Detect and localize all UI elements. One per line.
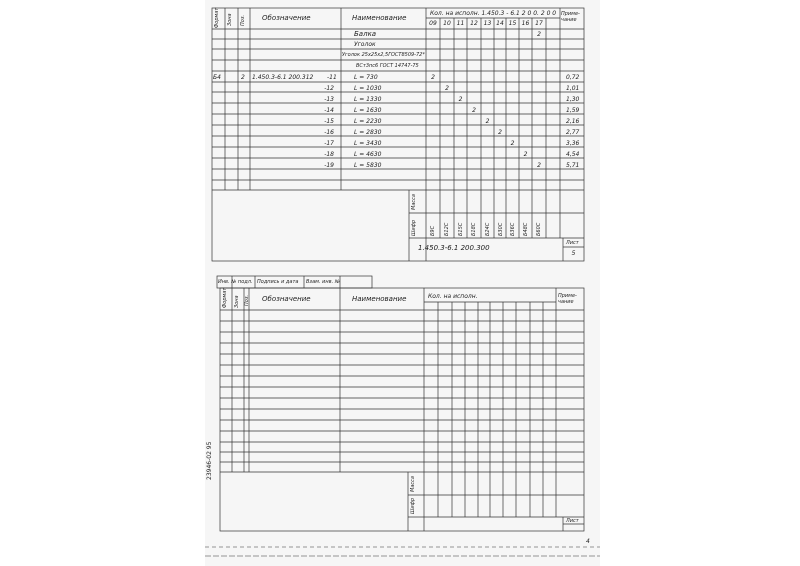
footer-code: Б15С <box>458 222 464 236</box>
col-designation-header: Обозначение <box>262 14 311 22</box>
b-col-designation-header: Обозначение <box>262 295 311 303</box>
footer-code: Б12С <box>444 222 450 236</box>
row-note: 2,16 <box>566 118 580 125</box>
code-label: Шифр <box>411 219 417 236</box>
row-suffix: -17 <box>324 140 334 147</box>
row-qty: 2 <box>431 74 435 81</box>
exec-col-13: 13 <box>483 20 492 27</box>
row-note: 1,30 <box>566 96 580 103</box>
row-length: L = 3430 <box>354 140 382 147</box>
b-col-name-header: Наименование <box>352 295 407 303</box>
row-qty: 2 <box>537 162 541 169</box>
row-qty: 2 <box>445 85 449 92</box>
b-sheet-label: Лист <box>566 518 579 524</box>
col-name-header: Наименование <box>352 14 407 22</box>
stamp-sign: Подпись и дата <box>257 279 299 285</box>
exec-col-16: 16 <box>521 20 530 27</box>
footer-code: Б18С <box>471 222 477 236</box>
col-format-header: Формат <box>214 7 220 28</box>
b-col-pos-header: Поз. <box>244 294 250 306</box>
row-designation: 1.450.3-6.1 200.312 <box>252 74 314 81</box>
footer-code: Б60С <box>536 222 542 236</box>
sheet-number: 5 <box>571 250 576 257</box>
row-suffix: -15 <box>324 118 334 125</box>
side-code: 23946-02 95 <box>206 441 213 480</box>
qty-header: Кол. на исполн. 1.450.3 - 6.1 2 0 0. 2 0 0 <box>430 10 557 17</box>
row-suffix: -12 <box>324 85 334 92</box>
row-suffix: -19 <box>324 162 334 169</box>
row-qty: 2 <box>485 118 490 125</box>
col-zone-header: Зона <box>227 13 233 26</box>
row-length: L = 2230 <box>354 118 382 125</box>
b-qty-header: Кол. на исполн. <box>428 293 478 300</box>
row-length: L = 1030 <box>354 85 382 92</box>
footer-code: Б48С <box>523 222 529 236</box>
row-qty: 2 <box>458 96 463 103</box>
b-col-note-header: Приме-чание <box>558 293 577 305</box>
row-qty: 2 <box>498 129 502 136</box>
row-format: Б4 <box>213 74 221 81</box>
footer-code: Б24С <box>485 222 491 236</box>
row-suffix: -16 <box>324 129 334 136</box>
item-corner: Уголок <box>354 41 376 48</box>
corner-spec-line2: ВСт3пс6 ГОСТ 14747-75 <box>356 63 419 69</box>
row-length: L = 4630 <box>354 151 382 158</box>
b-weight-label: Масса <box>410 476 416 492</box>
row-length: L = 730 <box>354 74 378 81</box>
weight-label: Масса <box>411 194 417 210</box>
row-qty: 2 <box>472 107 476 114</box>
row-length: L = 1630 <box>354 107 382 114</box>
b-col-zone-header: Зона <box>234 295 240 308</box>
row-length: L = 5830 <box>354 162 382 169</box>
corner-spec-line1: Уголок 25х25х2,5ГОСТ8509-72* <box>342 52 425 58</box>
b-col-format-header: Формат <box>222 287 228 308</box>
item-beam: Балка <box>354 30 377 38</box>
stamp-replace: Взам. инв. № <box>306 279 340 285</box>
row-length: L = 1330 <box>354 96 382 103</box>
row-qty: 2 <box>510 140 515 147</box>
exec-col-17: 17 <box>535 20 543 27</box>
footer-code: Б30С <box>498 222 504 236</box>
row-note: 5,71 <box>566 162 580 169</box>
row-note: 1,59 <box>566 107 580 114</box>
col-pos-header: Поз. <box>240 14 246 26</box>
footer-code: Б9С <box>430 225 436 236</box>
row-note: 1,01 <box>566 85 580 92</box>
row-suffix: -13 <box>324 96 334 103</box>
b-code-label: Шифр <box>410 497 416 514</box>
exec-col-10: 10 <box>443 20 451 27</box>
exec-col-09: 09 <box>429 20 437 27</box>
row-length: L = 2830 <box>354 129 382 136</box>
exec-col-15: 15 <box>508 20 517 27</box>
row-suffix: -11 <box>327 74 337 81</box>
row-suffix: -18 <box>324 151 334 158</box>
row-note: 4,54 <box>566 151 580 158</box>
row-note: 0,72 <box>566 74 580 81</box>
row-note: 2,77 <box>566 129 580 136</box>
stamp-inv: Инв. № подл. <box>218 279 253 285</box>
row-note: 3,36 <box>566 140 580 147</box>
document-number: 1.450.3-6.1 200.300 <box>418 244 490 252</box>
exec-col-11: 11 <box>456 20 465 27</box>
corner-mark: 4 <box>586 538 590 545</box>
col-note-header: Приме-чание <box>561 11 580 23</box>
row-suffix: -14 <box>324 107 334 114</box>
exec-col-12: 12 <box>470 20 478 27</box>
beam-qty: 2 <box>537 31 541 38</box>
footer-code: Б36С <box>510 222 516 236</box>
row-qty: 2 <box>523 151 528 158</box>
sheet-label: Лист <box>566 240 579 246</box>
exec-col-14: 14 <box>496 20 504 27</box>
row-pos: 2 <box>241 74 245 81</box>
